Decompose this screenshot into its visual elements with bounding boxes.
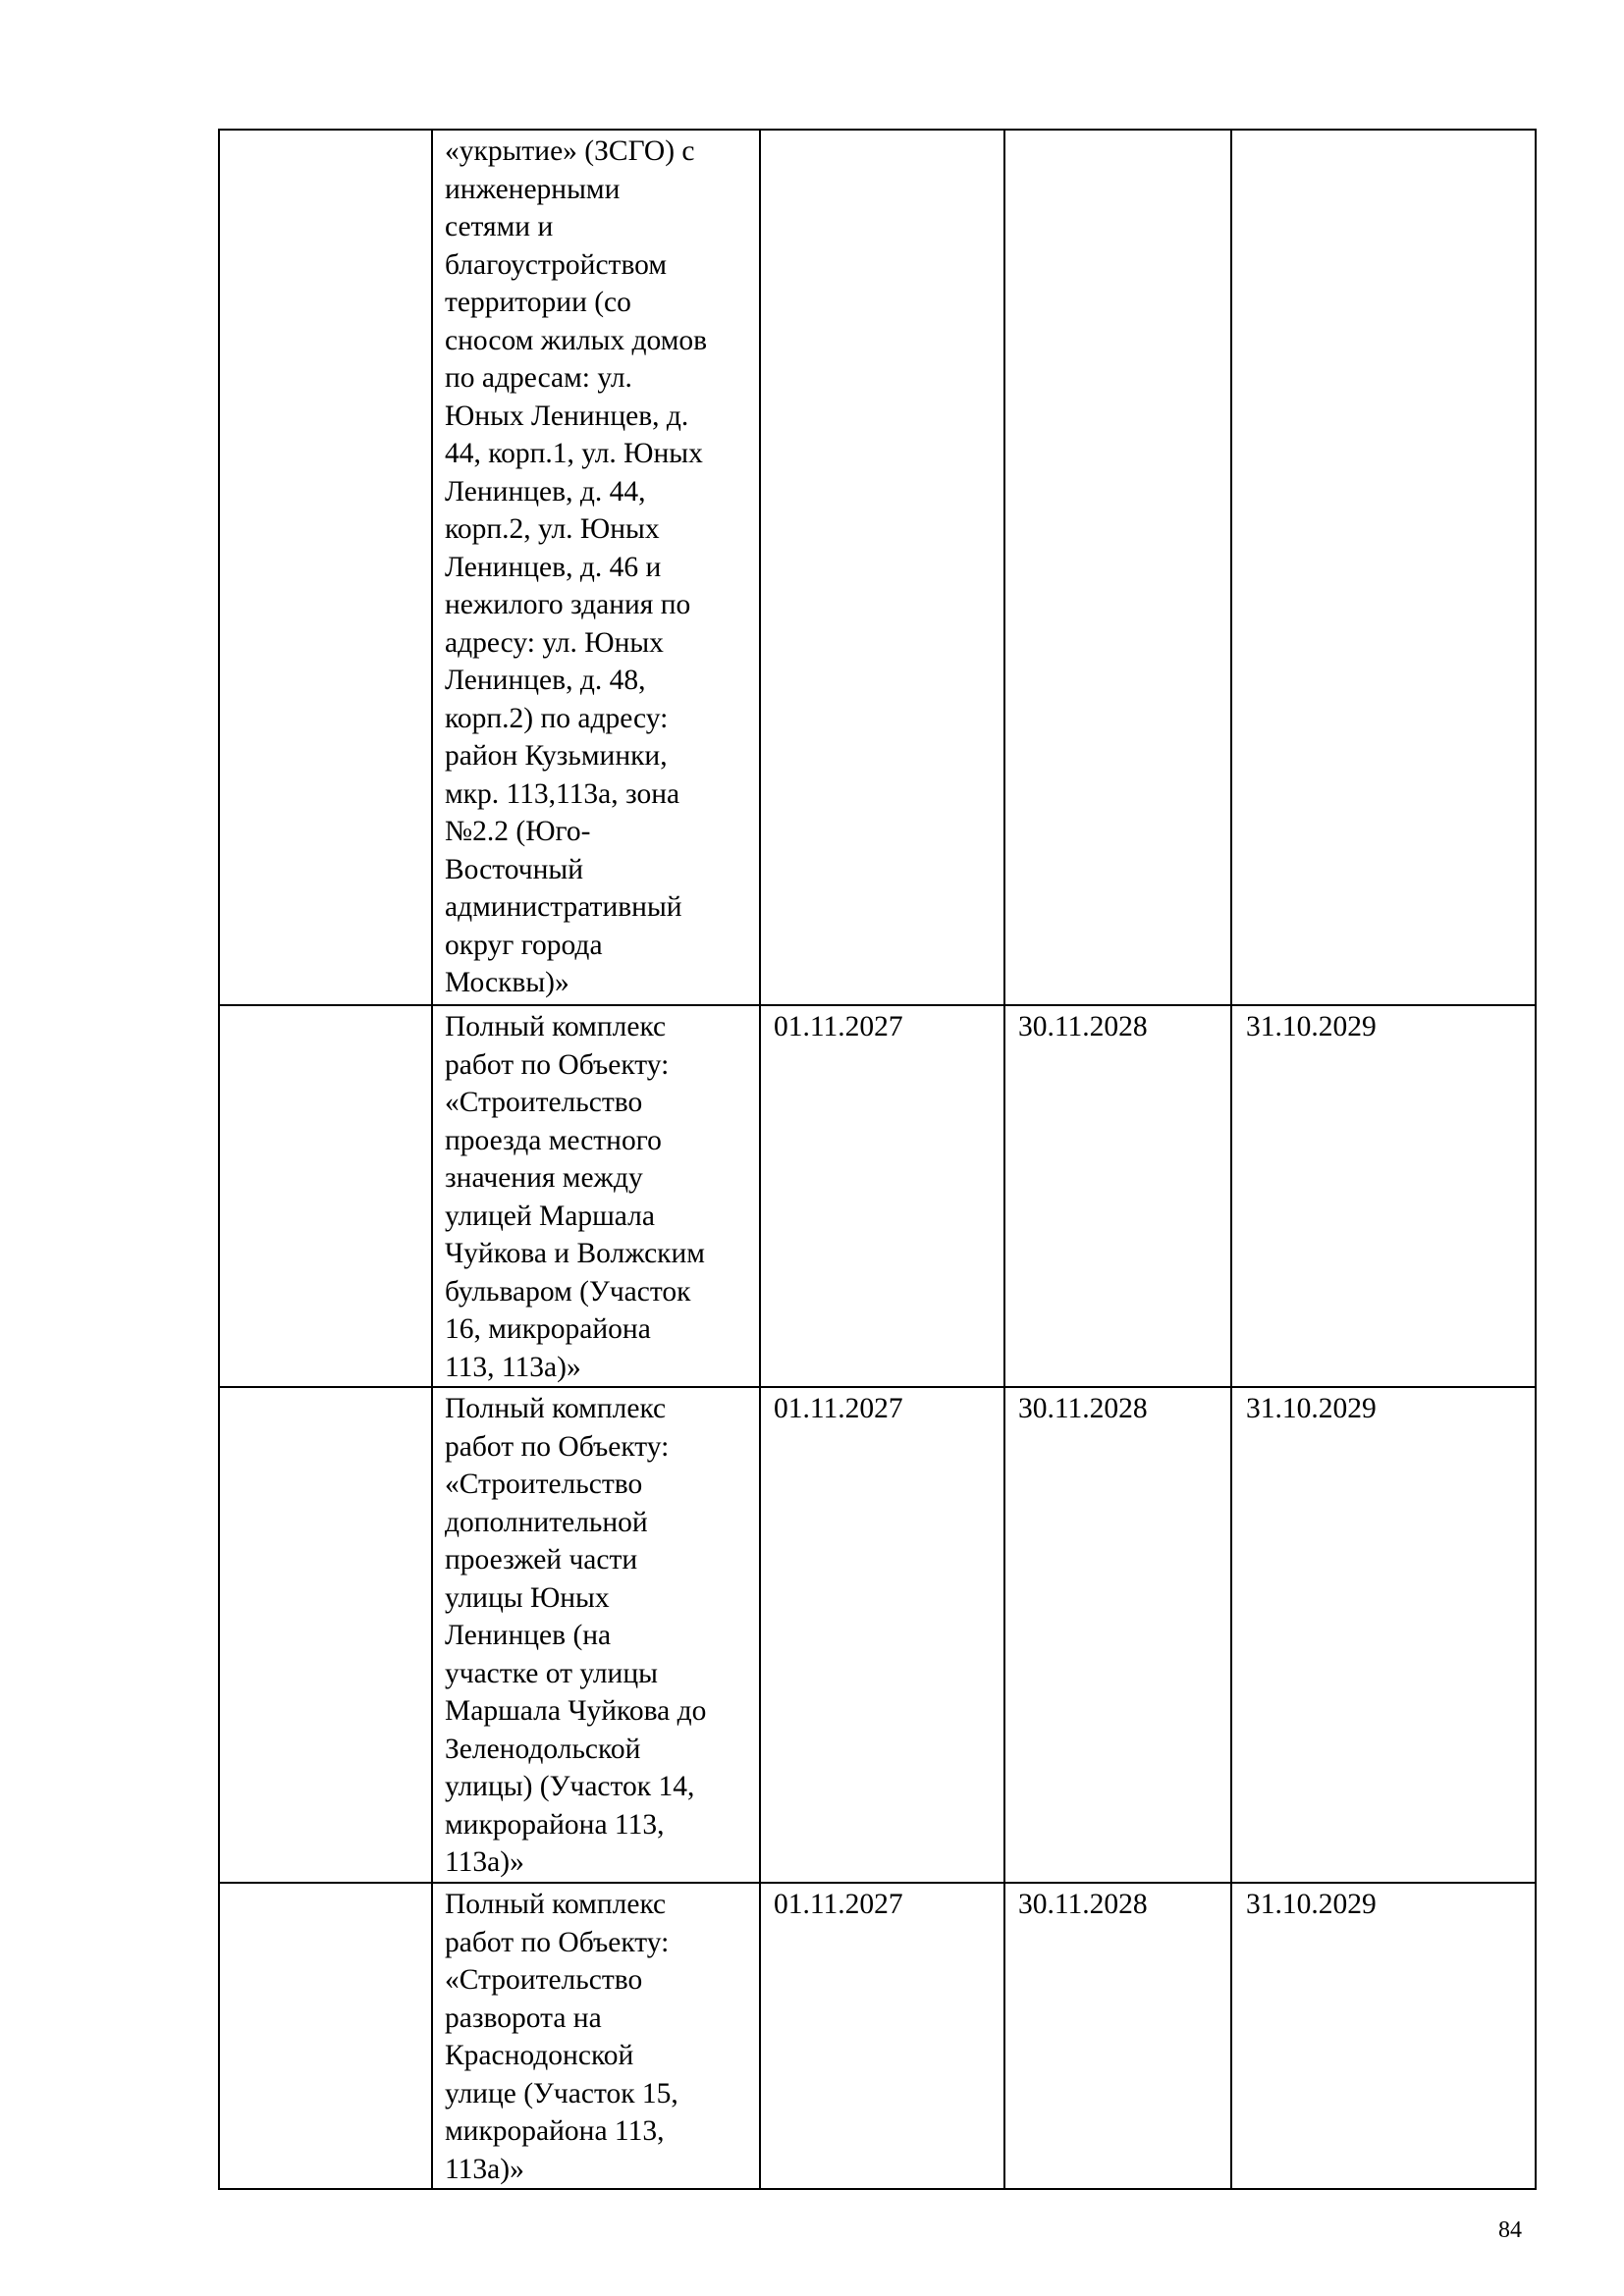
start-date-cell: 01.11.2027 <box>760 1387 1004 1883</box>
start-date-cell: 01.11.2027 <box>760 1005 1004 1387</box>
work-description-cell: Полный комплекс работ по Объекту: «Строительство разворота на Краснодонской улице (Участок 15, микрорайона 113, 113а)» <box>432 1883 760 2189</box>
start-date-cell <box>760 130 1004 1005</box>
intermediate-date-cell <box>1004 130 1231 1005</box>
work-description-cell: Полный комплекс работ по Объекту: «Строительство дополнительной проезжей части улицы Юных Ленинцев (на участке от улицы Маршала Чуйкова до Зеленодольской улицы) (Участок 14, микрорайона 113, 113а)» <box>432 1387 760 1883</box>
start-date-cell: 01.11.2027 <box>760 1883 1004 2189</box>
end-date-cell: 31.10.2029 <box>1231 1883 1536 2189</box>
page-number: 84 <box>1498 2217 1522 2243</box>
intermediate-date-cell: 30.11.2028 <box>1004 1883 1231 2189</box>
table-row <box>219 130 1536 1005</box>
row-number-cell <box>219 1005 432 1387</box>
intermediate-date-cell: 30.11.2028 <box>1004 1005 1231 1387</box>
intermediate-date-cell: 30.11.2028 <box>1004 1387 1231 1883</box>
row-number-cell <box>219 1387 432 1883</box>
end-date-cell <box>1231 130 1536 1005</box>
schedule-table <box>218 129 1537 2190</box>
table-row <box>219 1387 1536 1883</box>
table-row <box>219 1883 1536 2189</box>
end-date-cell: 31.10.2029 <box>1231 1005 1536 1387</box>
work-description-cell: «укрытие» (ЗСГО) с инженерными сетями и благоустройством территории (со сносом жилых домов по адресам: ул. Юных Ленинцев, д. 44, корп.1, ул. Юных Ленинцев, д. 44, корп.2, ул. Юных Ленинцев, д. 46 и нежилого здания по адресу: ул. Юных Ленинцев, д. 48, корп.2) по адресу: район Кузьминки, мкр. 113,113а, зона №2.2 (Юго- Восточный административный округ города Москвы)» <box>432 130 760 1005</box>
row-number-cell <box>219 1883 432 2189</box>
end-date-cell: 31.10.2029 <box>1231 1387 1536 1883</box>
row-number-cell <box>219 130 432 1005</box>
work-description-cell: Полный комплекс работ по Объекту: «Строительство проезда местного значения между улицей Маршала Чуйкова и Волжским бульваром (Участок 16, микрорайона 113, 113а)» <box>432 1005 760 1387</box>
table-row <box>219 1005 1536 1387</box>
